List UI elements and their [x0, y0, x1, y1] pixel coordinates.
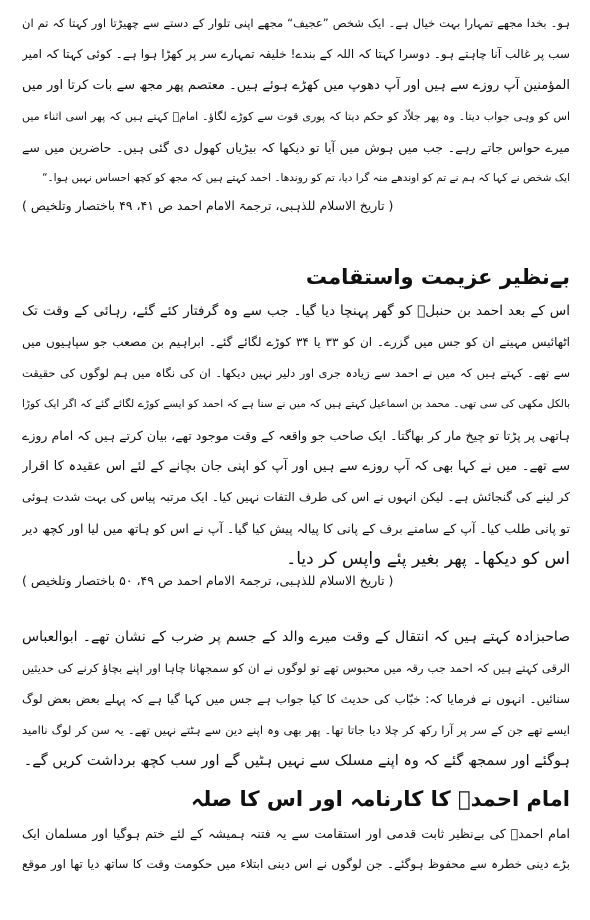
citation: ( تاریخ الاسلام للذہبی، ترجمۃ الامام احمد ص ۴۱، ۴۹ باختصار وتلخیص ): [22, 198, 394, 213]
paragraph-3: [22, 622, 570, 777]
text-line: میرے حواس جاتے رہے۔ جب میں ہوش میں آیا تو دیکھا کہ بیڑیاں کھول دی گئی ہیں۔ حاضرین میں سے: [22, 140, 570, 155]
text-line: المؤمنین آپ روزے سے ہیں اور آپ دھوپ میں کھڑے ہوئے ہیں۔ معتصم پھر مجھ سے بات کرتا اور میں: [22, 78, 570, 93]
text-line: ایسے تھے جن کے سر پر آرا رکھ کر چلا دیا جاتا تھا۔ پھر بھی وہ اپنے دین سے ہٹتے نہیں تھے۔ یہ سن کر لوگ ناامید: [22, 723, 570, 737]
text-line: اس کو وہی جواب دیتا۔ وہ پھر جلاّد کو حکم دیتا کہ پوری قوت سے کوڑے لگاؤ۔ امامؒ کہتے ہیں کہ پھر اسی اثناء میں: [22, 110, 570, 123]
citation: ( تاریخ الاسلام للذہبی، ترجمۃ الامام احمد ص ۴۹، ۵۰ باختصار وتلخیص ): [22, 573, 394, 588]
section-heading: امام احمدؒ کا کارنامہ اور اس کا صلہ: [191, 787, 570, 811]
paragraph-1: [22, 8, 570, 218]
citation-2-row: [22, 569, 570, 593]
text-line: بڑے دینی خطرہ سے محفوظ ہوگئے۔ جن لوگوں نے اس دینی ابتلاء میں حکومت وقت کا ساتھ دیا تھا اور موقع: [22, 857, 570, 871]
section-achievement: [22, 780, 570, 880]
text-line: سے تھے۔ کہتے ہیں کہ میں نے احمد سے زیادہ جری اور دلیر نہیں دیکھا۔ ان کی نگاہ میں ہم لوگوں کی حقیقت: [22, 366, 570, 380]
text-line: تو پانی طلب کیا۔ آپ کے سامنے برف کے پانی کا پیالہ پیش کیا گیا۔ آپ نے اس کو ہاتھ میں لیا اور کچھ دیر: [22, 521, 570, 536]
text-line: اس کو دیکھا۔ پھر بغیر پئے واپس کر دیا۔: [286, 549, 570, 569]
text-line: ہوگئے اور سمجھ گئے کہ وہ اپنے مسلک سے نہیں ہٹیں گے اور سب کچھ برداشت کریں گے۔: [23, 753, 570, 769]
text-line: ہاتھی پر پڑتا تو چیخ مار کر بھاگتا۔ ایک صاحب جو واقعہ کے وقت موجود تھے، بیان کرتے ہیں کہ امام روزے: [22, 428, 570, 443]
text-line: ہو۔ بخدا مجھے تمہارا بہت خیال ہے۔ ایک شخص ”عجیف“ مجھے اپنی تلوار کے دستے سے چھیڑتا اور کہتا کہ تم ان: [22, 16, 570, 30]
text-line: سے تھے۔ میں نے کہا بھی کہ آپ روزے سے ہیں اور آپ کو اپنی جان بچانے کے لئے اس عقیدہ کا اقرار: [22, 459, 570, 474]
section-heading: بےنظیر عزیمت واستقامت: [305, 265, 570, 289]
text-line: اٹھائیس مہینے ان کو جس میں گزرے۔ ان کو ۳۳ یا ۳۴ کوڑے لگائے گئے۔ ابراہیم بن مصعب جو سپاہیوں میں: [22, 335, 570, 349]
text-line: کر لینے کی گنجائش ہے۔ لیکن انہوں نے اس کی طرف التفات نہیں کیا۔ ایک مرتبہ پیاس کی بہت شدت ہوئی: [22, 490, 570, 504]
text-line: ایک شخص نے کہا کہ ہم نے تم کو اوندھے منہ گرا دیا، تم کو روندھا۔ احمد کہتے ہیں کہ مجھ کو کچھ احساس نہیں ہوا۔“: [42, 172, 570, 184]
text-line: الرقی کہتے ہیں کہ احمد جب رقہ میں محبوس تھے تو لوگوں نے ان کو سمجھانا چاہا اور اپنے بچاؤ کرنے کی حدیثیں: [22, 661, 570, 675]
text-line: امام احمدؒ کی بےنظیر ثابت قدمی اور استقامت سے یہ فتنہ ہمیشہ کے لئے ختم ہوگیا اور مسلمان ایک: [22, 826, 570, 841]
text-line: سب پر غالب آنا چاہتے ہو۔ دوسرا کہتا کہ اللہ کے بندے! خلیفہ تمہارے سر پر کھڑا ہوا ہے۔ کوئی کہتا کہ امیر: [22, 47, 570, 61]
text-line: سنائیں۔ انہوں نے فرمایا کہ: خبّاب کی حدیث کا کیا جواب ہے جس میں کہا گیا ہے کہ پہلے بعض بعض لوگ: [22, 692, 570, 706]
text-line: اس کے بعد احمد بن حنبلؒ کو گھر پہنچا دیا گیا۔ جب سے وہ گرفتار کئے گئے، رہائی کے وقت تک: [22, 303, 570, 319]
text-line: صاحبزادہ کہتے ہیں کہ انتقال کے وقت میرے والد کے جسم پر ضرب کے نشان تھے۔ ابوالعباس: [22, 629, 570, 645]
text-line: بالکل مکھی کی سی تھی۔ محمد بن اسماعیل کہتے ہیں کہ میں نے سنا ہے کہ احمد کو ایسے کوڑے لگائے گئے کہ اگر ایک کوڑا: [22, 398, 570, 410]
section-steadfastness: [22, 258, 570, 575]
